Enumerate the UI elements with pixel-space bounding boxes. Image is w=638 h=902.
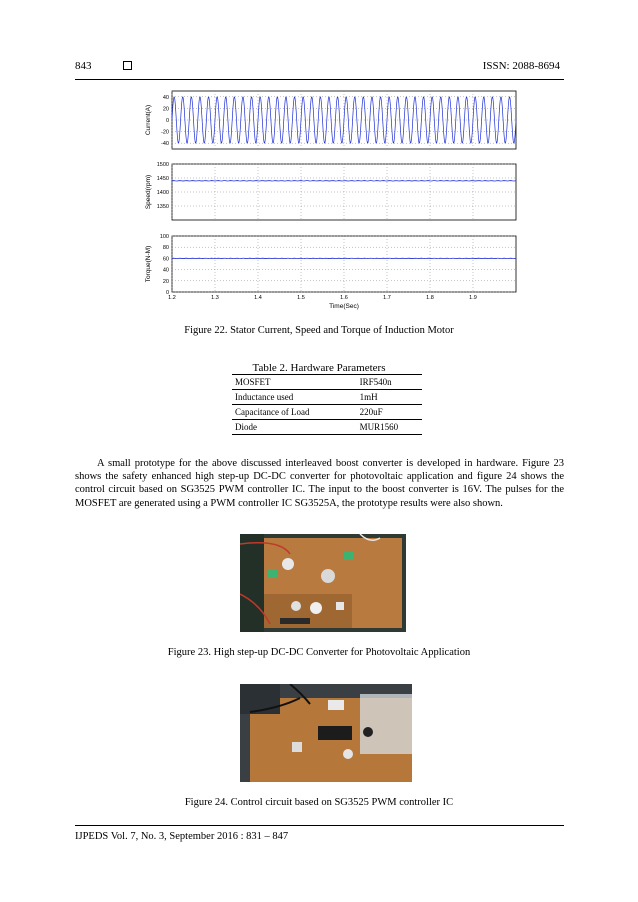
x-tick-label: 1.9 xyxy=(469,295,477,301)
y-tick-label: 0 xyxy=(165,290,169,296)
figure-24-photo xyxy=(240,684,412,782)
y-tick-label: 40 xyxy=(162,267,169,274)
footer-citation: IJPEDS Vol. 7, No. 3, September 2016 : 831 – 847 xyxy=(75,831,289,842)
y-tick-label: 0 xyxy=(165,118,169,124)
square-icon xyxy=(123,61,132,70)
y-tick-label: 20 xyxy=(162,278,169,285)
y-tick-label: 1500 xyxy=(156,162,169,168)
table-cell: 1mH xyxy=(359,392,378,402)
y-tick-label: 80 xyxy=(162,245,169,252)
body-paragraph: A small prototype for the above discussed interleaved boost converter is developed in hardware. Figure 23 shows the safety enhanced high step-up DC-DC converter for photovoltaic application and figure 24 shows the control circuit based on SG3525 PWM controller IC. The input to the boost converter is 16V. The pulses for the MOSFET are generated using a PWM controller IC SG3525A, the prototype results were also shown. xyxy=(75,458,564,509)
table-cell: Capacitance of Load xyxy=(235,407,310,417)
figure-24-caption: Figure 24. Control circuit based on SG3525 PWM controller IC xyxy=(184,797,454,808)
table-row xyxy=(232,405,422,420)
footer-rule xyxy=(75,825,564,826)
y-tick-label: 1400 xyxy=(156,190,169,196)
x-tick-label: 1.2 xyxy=(168,295,176,301)
page-number: 843 xyxy=(75,60,92,72)
x-tick-label: 1.3 xyxy=(211,295,219,301)
table-cell: 220uF xyxy=(359,407,383,417)
figure-22-caption: Figure 22. Stator Current, Speed and Torque of Induction Motor xyxy=(184,325,454,336)
table-2-title: Table 2. Hardware Parameters xyxy=(252,362,386,374)
y-tick-label: 20 xyxy=(162,106,169,113)
y-tick-label: 60 xyxy=(162,256,169,263)
x-tick-label: 1.7 xyxy=(383,295,391,301)
table-header-cell: MOSFET xyxy=(235,377,271,387)
table-header-cell: IRF540n xyxy=(359,377,392,387)
hardware-parameters-table xyxy=(232,374,422,435)
x-axis-label: Time(Sec) xyxy=(329,303,359,310)
figure-23-photo xyxy=(240,534,406,632)
table-cell: Inductance used xyxy=(235,392,294,402)
y-axis-label: Current(A) xyxy=(145,104,152,136)
header-rule xyxy=(75,79,564,80)
y-tick-label: 40 xyxy=(162,94,169,101)
x-tick-label: 1.8 xyxy=(426,295,434,301)
x-tick-label: 1.6 xyxy=(340,295,348,301)
y-tick-label: 1350 xyxy=(156,204,169,210)
figure-22-chart xyxy=(140,88,522,318)
y-axis-label: Speed(rpm) xyxy=(145,174,152,210)
y-axis-label: Torque(N-M) xyxy=(145,245,152,283)
x-tick-label: 1.5 xyxy=(297,295,305,301)
y-tick-label: 1450 xyxy=(156,176,169,182)
y-tick-label: -40 xyxy=(161,141,169,148)
x-tick-label: 1.4 xyxy=(254,295,262,301)
figure-23-caption: Figure 23. High step-up DC-DC Converter for Photovoltaic Application xyxy=(167,647,471,658)
y-tick-label: -20 xyxy=(161,129,169,136)
table-row xyxy=(232,420,422,435)
y-tick-label: 100 xyxy=(159,234,169,240)
table-cell: MUR1560 xyxy=(359,422,399,432)
table-row xyxy=(232,390,422,405)
issn: ISSN: 2088-8694 xyxy=(482,60,560,72)
table-cell: Diode xyxy=(235,422,257,432)
table-header-row xyxy=(232,375,422,390)
